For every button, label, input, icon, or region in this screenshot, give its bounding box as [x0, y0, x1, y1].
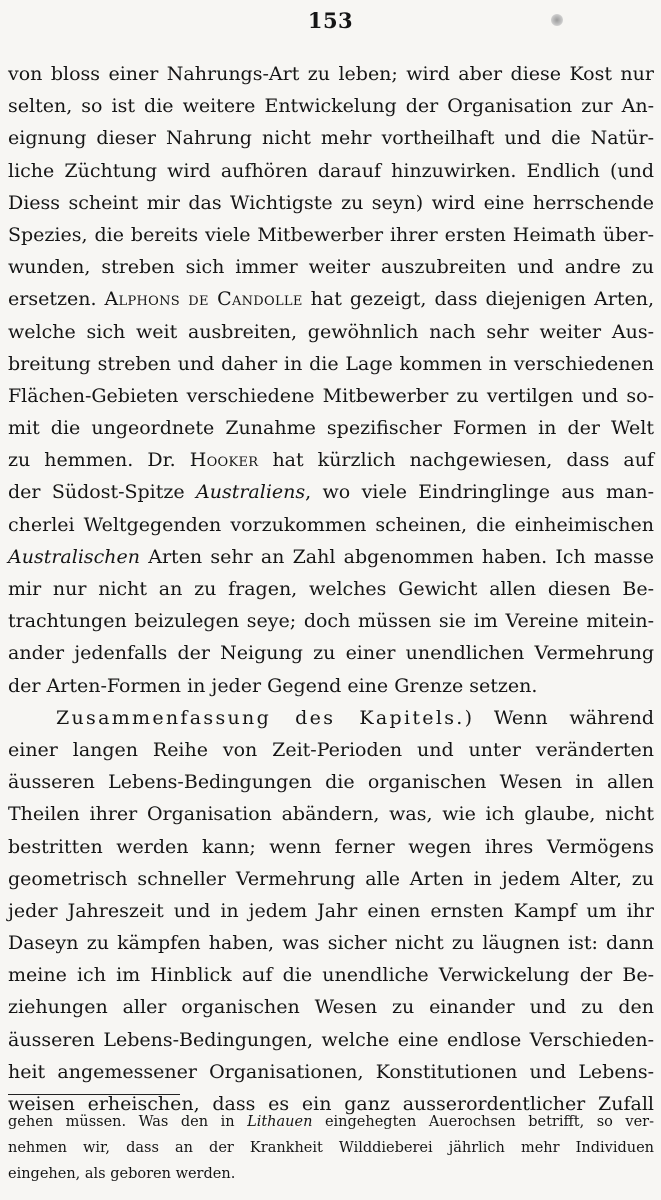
text-line: cherlei Weltgegenden vorzukommen scheinen, die einheimischen — [8, 513, 654, 536]
text-line: welche sich weit ausbreiten, gewöhnlich nach sehr weiter Aus- — [8, 320, 654, 343]
text-line: ziehungen aller organischen Wesen zu einander und zu den — [8, 996, 654, 1019]
text-line: der Arten-Formen in jeder Gegend eine Grenze setzen. — [8, 674, 538, 697]
text-line: wunden, streben sich immer weiter auszubreiten und andre zu — [8, 256, 654, 279]
text-line: heit angemessener Organisationen, Konstitutionen und Lebens- — [8, 1060, 654, 1083]
emphasis-place: Australiens — [196, 481, 306, 504]
text-line: Diess scheint mir das Wichtigste zu seyn) wird eine herrschende — [8, 191, 654, 214]
ink-blot-mark — [551, 14, 563, 26]
text-line: bestritten werden kann; wenn ferner wegen ihres Vermögens — [8, 835, 654, 858]
body-text — [8, 58, 654, 1120]
section-heading: Zusammenfassung des Kapitels. — [56, 706, 465, 729]
footnote-rule — [8, 1094, 180, 1095]
text-line: eignung dieser Nahrung nicht mehr vortheilhaft und die Natür- — [8, 127, 654, 150]
text-line: einer langen Reihe von Zeit-Perioden und unter veränderten — [8, 738, 654, 761]
text-line: zu hemmen. Dr. Hooker hat kürzlich nachgewiesen, dass auf — [8, 449, 654, 472]
text-line: breitung streben und daher in die Lage kommen in verschiedenen — [8, 352, 654, 375]
text-line: meine ich im Hinblick auf die unendliche Verwickelung der Be- — [8, 964, 654, 987]
author-name: Alphons de Candolle — [104, 288, 303, 311]
text-line: selten, so ist die weitere Entwickelung der Organisation zur An- — [8, 95, 654, 118]
page-number: 153 — [307, 8, 354, 33]
text-line: von bloss einer Nahrungs-Art zu leben; wird aber diese Kost nur — [8, 63, 654, 85]
text-line: Daseyn zu kämpfen haben, was sicher nicht zu läugnen ist: dann — [8, 932, 654, 955]
text-line: äusseren Lebens-Bedingungen die organischen Wesen in allen — [8, 771, 654, 794]
section-heading-line: Zusammenfassung des Kapitels.) Wenn während — [56, 706, 654, 729]
emphasis-place: Lithauen — [247, 1114, 313, 1130]
text-line: Theilen ihrer Organisation abändern, was, wie ich glaube, nicht — [8, 803, 654, 826]
text-line: jeder Jahreszeit und in jedem Jahr einen ernsten Kampf um ihr — [8, 899, 654, 922]
footnote-line: eingehen, als geboren werden. — [8, 1166, 236, 1182]
text-line: geometrisch schneller Vermehrung alle Arten in jedem Alter, zu — [8, 867, 654, 890]
text-line: liche Züchtung wird aufhören darauf hinzuwirken. Endlich (und — [8, 159, 654, 182]
text-line: Flächen-Gebieten verschiedene Mitbewerber zu vertilgen und so- — [8, 384, 654, 407]
text-line: weisen erheischen, dass es ein ganz ausserordentlicher Zufall — [8, 1093, 654, 1115]
text-line: mit die ungeordnete Zunahme spezifischer Formen in der Welt — [8, 417, 654, 440]
text-line: trachtungen beizulegen seye; doch müssen sie im Vereine mitein- — [8, 610, 654, 633]
text-line: ersetzen. Alphons de Candolle hat gezeigt, dass diejenigen Arten, — [8, 288, 654, 311]
text-line: der Südost-Spitze Australiens, wo viele Eindringlinge aus man- — [8, 481, 655, 504]
footnote-line: nehmen wir, dass an der Krankheit Wilddieberei jährlich mehr Individuen — [8, 1140, 654, 1156]
author-name: Hooker — [189, 449, 259, 472]
text-line: Australischen Arten sehr an Zahl abgenommen haben. Ich masse — [8, 545, 654, 568]
footnote-line: gehen müssen. Was den in Lithauen eingehegten Auerochsen betrifft, so ver- — [8, 1114, 655, 1130]
text-line: mir nur nicht an zu fragen, welches Gewicht allen diesen Be- — [8, 578, 654, 600]
text-line: ander jedenfalls der Neigung zu einer unendlichen Vermehrung — [8, 642, 654, 665]
text-line: äusseren Lebens-Bedingungen, welche eine endlose Verschieden- — [8, 1028, 654, 1051]
footnotes — [8, 1109, 654, 1187]
text-line: Spezies, die bereits viele Mitbewerber ihrer ersten Heimath über- — [8, 223, 654, 246]
emphasis-place: Australischen — [8, 545, 141, 568]
